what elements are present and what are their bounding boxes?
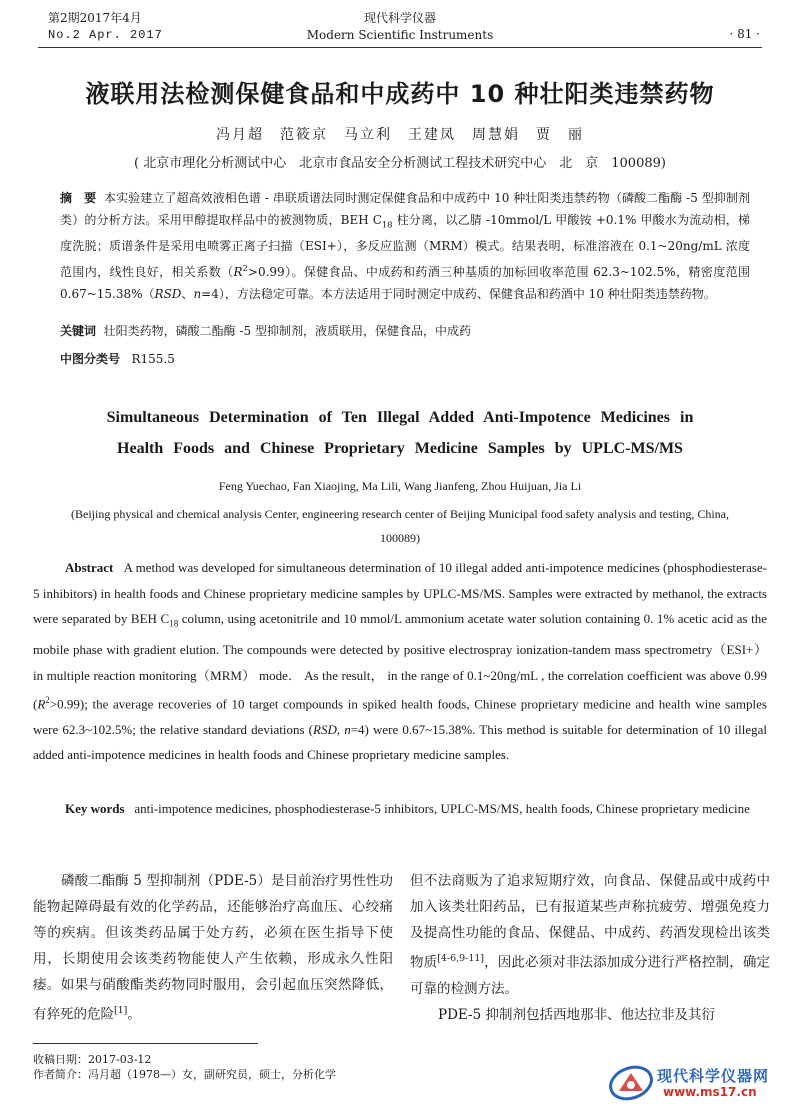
journal-name-en: Modern Scientific Instruments	[306, 28, 494, 42]
classification-code: R155.5	[131, 352, 175, 366]
authors-en: Feng Yuechao, Fan Xiaojing, Ma Lili, Wang Jianfeng, Zhou Huijuan, Jia Li	[218, 479, 582, 493]
keywords-en-text: anti-impotence medicines, phosphodiesterase-5 inhibitors, UPLC-MS/MS, health foods, Chinese proprietary medicine	[134, 801, 750, 816]
italic-rsd: RSD	[313, 721, 337, 737]
paper-title-en-line1: Simultaneous Determination of Ten Illegal Added Anti-Impotence Medicines in	[106, 409, 694, 426]
paper-title-en-line2: Health Foods and Chinese Proprietary Medicine Samples by UPLC-MS/MS	[117, 440, 683, 457]
abstract-en-text: ,	[336, 721, 345, 737]
superscript: 2	[45, 695, 50, 706]
page-number: · 81 ·	[729, 27, 760, 41]
abstract-cn-text: 、	[181, 287, 194, 302]
footnote-divider	[33, 1043, 258, 1044]
abstract-cn-text: >0.99）。保健食品、中成药和药酒三种基质的加标回收率范围 62.3~102.5%，精密度范围 0.67~15.38%（	[60, 265, 750, 302]
superscript: 2	[242, 263, 248, 274]
paper-title-en	[40, 402, 760, 464]
site-watermark	[607, 1061, 782, 1105]
abstract-cn-text: 柱分离，以乙腈 -10mmol/L 甲酸铵 +0.1% 甲酸水为流动相，梯度洗脱；质谱条件是采用电喷雾正离子扫描（ESI+），多反应监测（MRM）模式。结果表明，标准溶液在 0.1~20ng/mL 浓度范围内，线性良好，相关系数（	[60, 213, 750, 280]
classification-cn	[60, 350, 750, 367]
abstract-en-text: A method was developed for simultaneous determination of 10 illegal added anti-impotence medicines (phosphodiesterase-5 inhibitors) in health foods and Chinese proprietary medicine samples by UPLC-MS/MS. Samples were extracted by methanol, the extracts were separated by BEH C	[33, 560, 768, 626]
abstract-en-text: column, using acetonitrile and 10 mmol/L ammonium acetate water solution containing 0. 1% acetic acid as the mobile phase with gradient elution. The compounds were detected by positive electrospray ionization-tandem mass spectrometry（ESI+） in multiple reaction monitoring（MRM） mode． As the result， in the range of 0.1~20ng/mL , the correlation coefficient was above 0.99 (	[33, 611, 767, 712]
abstract-cn	[60, 187, 750, 305]
watermark-url: www.ms17.cn	[663, 1085, 757, 1099]
subscript: 18	[381, 219, 393, 230]
body-paragraph	[410, 868, 770, 1002]
body-column-right	[410, 868, 770, 1028]
affiliation-cn: ( 北京市理化分析测试中心 北京市食品安全分析测试工程技术研究中心 北 京 100089)	[134, 156, 666, 171]
paper-title-cn: 液联用法检测保健食品和中成药中 10 种壮阳类违禁药物	[85, 80, 715, 108]
keywords-cn	[60, 322, 750, 339]
issue-cn: 第2期2017年4月	[48, 11, 142, 25]
issue-en: No.2 Apr. 2017	[48, 28, 163, 42]
body-text: ，因此必须对非法添加成分进行严格控制，确定可靠的检测方法。	[410, 954, 771, 997]
italic-n: n	[193, 287, 202, 302]
abstract-cn-label: 摘 要	[60, 191, 97, 205]
keywords-en-label: Key words	[65, 801, 125, 816]
authors-cn: 冯月超 范筱京 马立利 王建凤 周慧娟 贾 丽	[216, 127, 584, 143]
keywords-cn-label: 关键词	[60, 324, 97, 338]
affiliation-en: (Beijing physical and chemical analysis Center, engineering research center of Beijing Municipal food safety analysis and testing, China, 100089)	[71, 507, 729, 545]
abstract-en	[33, 555, 767, 768]
abstract-cn-text: =4），方法稳定可靠。本方法适用于同时测定中成药、保健食品和药酒中 10 种壮阳类违禁药物。	[201, 287, 716, 302]
journal-name-cn: 现代科学仪器	[363, 11, 436, 25]
footnote	[33, 1052, 336, 1082]
abstract-cn-text: 本实验建立了超高效液相色谱 - 串联质谱法同时测定保健食品和中成药中 10 种壮阳类违禁药物（磷酸二酯酶 -5 型抑制剂类）的分析方法。采用甲醇提取样品中的被测物质，BEH C	[60, 191, 750, 227]
body-text: 。	[127, 1006, 141, 1023]
italic-n: n	[344, 721, 351, 737]
italic-r: R	[37, 696, 46, 712]
body-text: 但不法商贩为了追求短期疗效，向食品、保健品或中成药中加入该类壮阳药品，已有报道某些声称抗疲劳、增强免疫力及提高性功能的食品、保健品、中成药、药酒发现检出该类物质	[410, 873, 770, 971]
watermark-title: 现代科学仪器网	[657, 1067, 770, 1085]
body-column-left	[33, 868, 393, 1028]
body-paragraph: PDE-5 抑制剂包括西地那非、他达拉非及其衍	[438, 1006, 715, 1023]
keywords-cn-text: 壮阳类药物，磷酸二酯酶 -5 型抑制剂，液质联用，保健食品，中成药	[103, 324, 471, 338]
italic-r: R	[233, 265, 243, 280]
keywords-en	[33, 796, 767, 822]
abstract-en-text: =4) were 0.67~15.38%. This method is suitable for determination of 10 illegal added anti-impotence medicines in health foods and Chinese proprietary medicine samples.	[33, 721, 767, 763]
citation: [1]	[114, 1005, 128, 1016]
body-text: 磷酸二酯酶 5 型抑制剂（PDE-5）是目前治疗男性性功能物起障碍最有效的化学药品，还能够治疗高血压、心绞痛等的疾病。但该类药品属于处方药，必须在医生指导下使用，长期使用会该类药物能使人产生依赖，形成永久性阳痿。如果与硝酸酯类药物同时服用，会引起血压突然降低，有猝死的危险	[33, 873, 393, 1023]
running-header-left	[48, 10, 163, 44]
author-bio: 作者简介：冯月超（1978—）女，副研究员，硕士，分析化学	[33, 1068, 336, 1081]
abstract-en-text: >0.99); the average recoveries of 10 target compounds in spiked health foods, Chinese proprietary medicine and health wine samples were 62.3~102.5%; the relative standard deviations (	[33, 696, 767, 737]
abstract-en-label: Abstract	[65, 560, 114, 575]
subscript: 18	[169, 618, 179, 629]
header-divider	[38, 47, 762, 48]
watermark-logo-icon	[607, 1061, 655, 1105]
received-date: 收稿日期：2017-03-12	[33, 1053, 152, 1066]
italic-rsd: RSD	[154, 287, 182, 302]
classification-label: 中图分类号	[60, 352, 121, 366]
running-header-center	[250, 10, 550, 44]
citation: [4-6,9-11]	[437, 953, 485, 964]
